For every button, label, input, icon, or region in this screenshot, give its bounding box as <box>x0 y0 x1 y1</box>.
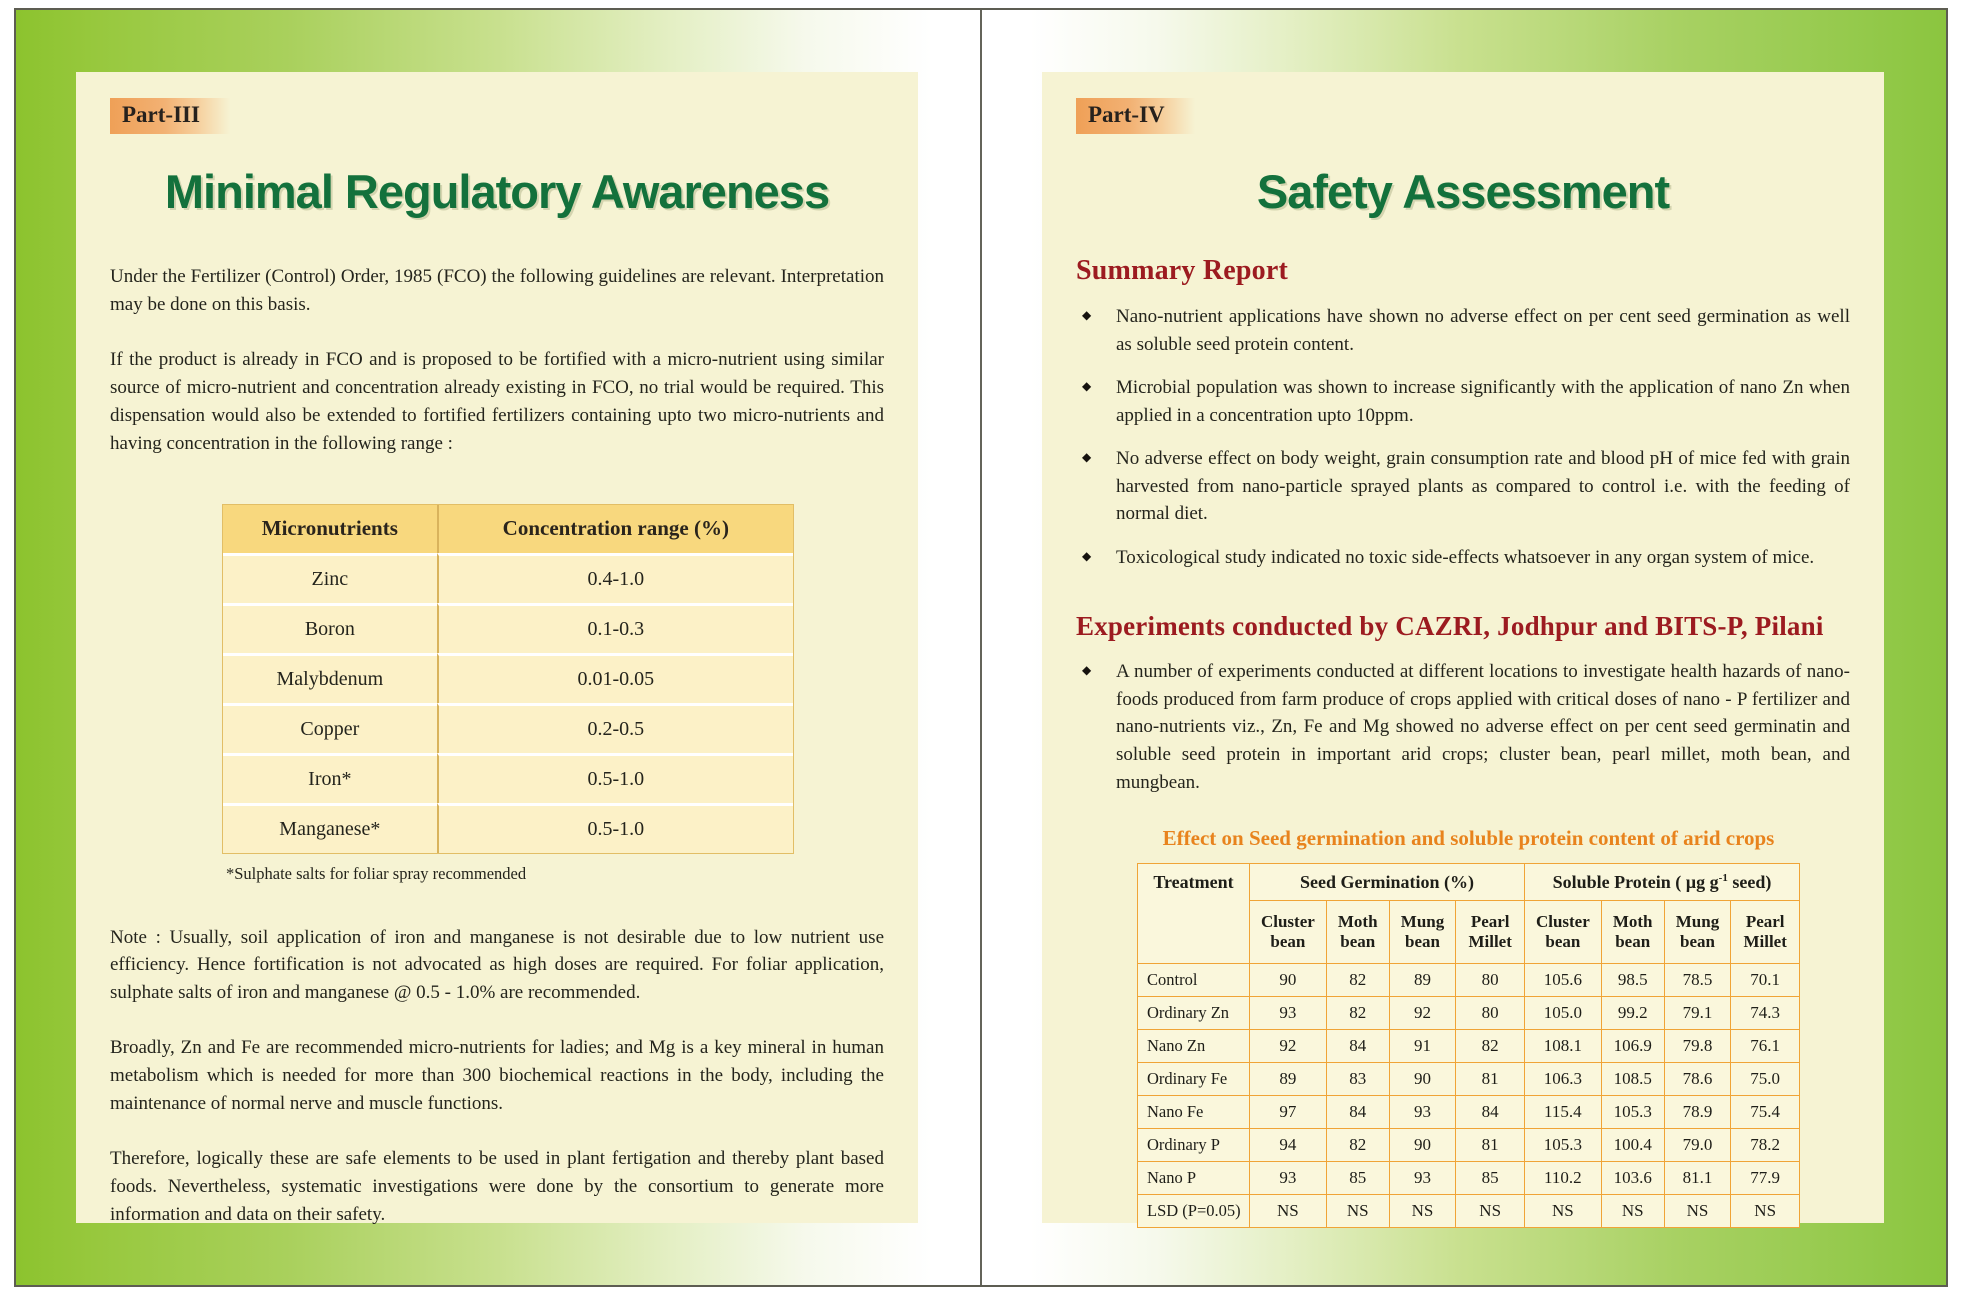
table-row <box>223 753 793 803</box>
row-label: Nano Zn <box>1138 1030 1250 1063</box>
table-cell: Malybdenum <box>223 653 437 703</box>
column-group-header: Seed Germination (%) <box>1250 864 1525 901</box>
table-cell: 115.4 <box>1524 1096 1601 1129</box>
row-label: LSD (P=0.05) <box>1138 1195 1250 1228</box>
booklet-spread <box>14 8 1948 1287</box>
paragraph-therefore: Therefore, logically these are safe elements to be used in plant fertigation and thereby plant based foods. Nevertheless, systematic investigations were done by the consortium to generate more information and data on their safety. <box>110 1148 884 1225</box>
table-cell: Boron <box>223 603 437 653</box>
column-header: Cluster bean <box>1250 901 1327 964</box>
list-item <box>1076 374 1850 429</box>
table-cell: 98.5 <box>1601 964 1664 997</box>
page-title-right: Safety Assessment <box>1256 165 1670 218</box>
table-row <box>1138 1063 1800 1096</box>
table-row <box>1138 1030 1800 1063</box>
table-cell: Copper <box>223 703 437 753</box>
table-cell: 93 <box>1250 1162 1327 1195</box>
table-cell: 89 <box>1250 1063 1327 1096</box>
table-cell: 74.3 <box>1731 997 1800 1030</box>
table-header-row <box>223 505 793 553</box>
table-cell: 99.2 <box>1601 997 1664 1030</box>
table-cell: 84 <box>1326 1096 1389 1129</box>
paragraph-fco-fortification: If the product is already in FCO and is proposed to be fortified with a micro-nutrient using similar source of micro-nutrient and concentration already existing in FCO, no trial would be required. This dispensation would also be extended to fortified fertilizers containing upto two micro-nutrients and having concentration in the following range : <box>110 348 884 454</box>
table-cell: 105.6 <box>1524 964 1601 997</box>
bullet-text: No adverse effect on body weight, grain consumption rate and blood pH of mice fed with grain harvested from nano-particle sprayed plants as compared to control i.e. with the feeding of normal diet. <box>1116 448 1850 525</box>
page-title-left: Minimal Regulatory Awareness <box>164 165 830 218</box>
column-header: Cluster bean <box>1524 901 1601 964</box>
table-cell: 103.6 <box>1601 1162 1664 1195</box>
table-cell: 82 <box>1326 964 1389 997</box>
list-item <box>1076 658 1850 796</box>
column-header: Concentration range (%) <box>437 505 793 553</box>
table-cell: 75.4 <box>1731 1096 1800 1129</box>
page-left <box>16 10 982 1285</box>
table-cell: 78.5 <box>1664 964 1731 997</box>
table-cell: 105.3 <box>1601 1096 1664 1129</box>
table-cell: 85 <box>1456 1162 1525 1195</box>
experiments-bullet-list <box>1076 658 1850 796</box>
table-cell: NS <box>1326 1195 1389 1228</box>
column-header: Mung bean <box>1664 901 1731 964</box>
table-row <box>1138 997 1800 1030</box>
table-cell: 82 <box>1456 1030 1525 1063</box>
row-label: Nano Fe <box>1138 1096 1250 1129</box>
table-cell: 78.6 <box>1664 1063 1731 1096</box>
table-row <box>223 553 793 603</box>
bullet-text: Microbial population was shown to increase significantly with the application of nano Zn when applied in a concentration upto 10ppm. <box>1116 377 1850 426</box>
table-cell: 78.2 <box>1731 1129 1800 1162</box>
bullet-text: A number of experiments conducted at different locations to investigate health hazards of nano-foods produced from farm produce of crops applied with critical doses of nano - P fertilizer and nano-nutrients viz., Zn, Fe and Mg showed no adverse effect on per cent seed germinatin and soluble seed protein in important arid crops; cluster bean, pearl millet, moth bean, and mungbean. <box>1116 661 1850 793</box>
table-cell: 0.4-1.0 <box>437 553 793 603</box>
paragraph-note: Note : Usually, soil application of iron and manganese is not desirable due to low nutrient use efficiency. Hence fortification is not advocated as high doses are required. For foliar application, sulphate salts of iron and manganese @ 0.5 - 1.0% are recommended. <box>110 926 884 1004</box>
table-cell: 83 <box>1326 1063 1389 1096</box>
table-cell: 79.1 <box>1664 997 1731 1030</box>
table-cell: 0.2-0.5 <box>437 703 793 753</box>
table-cell: Manganese* <box>223 803 437 853</box>
table-row <box>1138 1162 1800 1195</box>
table-cell: 92 <box>1250 1030 1327 1063</box>
column-group-header <box>1524 864 1799 901</box>
list-item <box>1076 544 1850 572</box>
seed-germination-table <box>1137 863 1800 1228</box>
experiments-heading: Experiments conducted by CAZRI, Jodhpur and BITS-P, Pilani <box>1076 611 1824 642</box>
table-cell: NS <box>1664 1195 1731 1228</box>
page-right <box>982 10 1946 1285</box>
summary-report-heading: Summary Report <box>1076 255 1288 286</box>
column-header: Pearl Millet <box>1456 901 1525 964</box>
bullet-diamond-icon: ◆ <box>1082 379 1092 394</box>
table-cell: NS <box>1524 1195 1601 1228</box>
table-cell: 91 <box>1389 1030 1456 1063</box>
bullet-text: Nano-nutrient applications have shown no adverse effect on per cent seed germination as well as soluble seed protein content. <box>1116 306 1850 355</box>
table-row <box>1138 1096 1800 1129</box>
list-item <box>1076 445 1850 528</box>
table-row <box>223 803 793 853</box>
table-cell: 97 <box>1250 1096 1327 1129</box>
table-cell: 108.1 <box>1524 1030 1601 1063</box>
table-cell: 84 <box>1456 1096 1525 1129</box>
column-header: Moth bean <box>1326 901 1389 964</box>
table-cell: NS <box>1731 1195 1800 1228</box>
row-label: Ordinary Fe <box>1138 1063 1250 1096</box>
table-cell: 108.5 <box>1601 1063 1664 1096</box>
table-cell: 93 <box>1389 1096 1456 1129</box>
table-row <box>223 703 793 753</box>
table-cell: NS <box>1601 1195 1664 1228</box>
table-cell: 105.0 <box>1524 997 1601 1030</box>
row-label: Nano P <box>1138 1162 1250 1195</box>
header-text: seed) <box>1727 871 1772 892</box>
table-cell: NS <box>1456 1195 1525 1228</box>
table-cell: Iron* <box>223 753 437 803</box>
column-header: Mung bean <box>1389 901 1456 964</box>
table-cell: 80 <box>1456 997 1525 1030</box>
row-label: Ordinary Zn <box>1138 997 1250 1030</box>
table-cell: NS <box>1250 1195 1327 1228</box>
column-header: Micronutrients <box>223 505 437 553</box>
bullet-diamond-icon: ◆ <box>1082 450 1092 465</box>
list-item <box>1076 303 1850 358</box>
paragraph-fco-intro: Under the Fertilizer (Control) Order, 1985 (FCO) the following guidelines are relevant. Interpretation may be done on this basis. <box>110 266 884 315</box>
table-row <box>223 603 793 653</box>
row-label: Control <box>1138 964 1250 997</box>
table-cell: 80 <box>1456 964 1525 997</box>
table-cell: 81 <box>1456 1129 1525 1162</box>
bullet-diamond-icon: ◆ <box>1082 308 1092 322</box>
row-label: Ordinary P <box>1138 1129 1250 1162</box>
table-cell: 105.3 <box>1524 1129 1601 1162</box>
results-table-section <box>1137 826 1800 1228</box>
table-cell: 79.0 <box>1664 1129 1731 1162</box>
page-left-content <box>76 72 918 1223</box>
table-cell: 79.8 <box>1664 1030 1731 1063</box>
table-cell: 81.1 <box>1664 1162 1731 1195</box>
header-text: Soluble Protein ( µg g <box>1552 871 1719 892</box>
table-cell: 110.2 <box>1524 1162 1601 1195</box>
column-header: Pearl Millet <box>1731 901 1800 964</box>
table-header-row <box>1138 864 1800 901</box>
table-cell: 81 <box>1456 1063 1525 1096</box>
results-table-title: Effect on Seed germination and soluble protein content of arid crops <box>1162 826 1775 851</box>
table-cell: 76.1 <box>1731 1030 1800 1063</box>
table-cell: 0.5-1.0 <box>437 753 793 803</box>
table-cell: 89 <box>1389 964 1456 997</box>
bullet-diamond-icon: ◆ <box>1082 548 1092 563</box>
table-cell: 90 <box>1389 1063 1456 1096</box>
page-right-content <box>1042 72 1884 1223</box>
table-cell: NS <box>1389 1195 1456 1228</box>
table-cell: 93 <box>1250 997 1327 1030</box>
column-header: Treatment <box>1138 864 1250 964</box>
header-superscript: -1 <box>1718 871 1728 884</box>
table-cell: 0.01-0.05 <box>437 653 793 703</box>
table-row <box>1138 1129 1800 1162</box>
column-header: Moth bean <box>1601 901 1664 964</box>
table-cell: 94 <box>1250 1129 1327 1162</box>
table-row <box>1138 1195 1800 1228</box>
paragraph-broadly: Broadly, Zn and Fe are recommended micro-nutrients for ladies; and Mg is a key mineral in human metabolism which is needed for more than 300 biochemical reactions in the body, including the maintenance of normal nerve and muscle functions. <box>110 1037 884 1115</box>
table-cell: 70.1 <box>1731 964 1800 997</box>
table-cell: 106.9 <box>1601 1030 1664 1063</box>
bullet-diamond-icon: ◆ <box>1082 663 1092 678</box>
bullet-text: Toxicological study indicated no toxic side-effects whatsoever in any organ system of mice. <box>1116 546 1815 568</box>
micronutrients-table <box>222 504 794 854</box>
table-cell: 78.9 <box>1664 1096 1731 1129</box>
table-cell: 92 <box>1389 997 1456 1030</box>
table-cell: 0.5-1.0 <box>437 803 793 853</box>
table-cell: 77.9 <box>1731 1162 1800 1195</box>
table-footnote: *Sulphate salts for foliar spray recommended <box>226 863 527 883</box>
table-row <box>223 653 793 703</box>
table-cell: Zinc <box>223 553 437 603</box>
table-cell: 75.0 <box>1731 1063 1800 1096</box>
table-cell: 84 <box>1326 1030 1389 1063</box>
table-cell: 85 <box>1326 1162 1389 1195</box>
table-cell: 90 <box>1389 1129 1456 1162</box>
table-cell: 82 <box>1326 997 1389 1030</box>
summary-bullet-list <box>1076 303 1850 571</box>
table-cell: 90 <box>1250 964 1327 997</box>
part-badge-right: Part-IV <box>1076 98 1195 134</box>
table-cell: 82 <box>1326 1129 1389 1162</box>
table-row <box>1138 964 1800 997</box>
table-cell: 93 <box>1389 1162 1456 1195</box>
table-cell: 106.3 <box>1524 1063 1601 1096</box>
table-cell: 100.4 <box>1601 1129 1664 1162</box>
part-badge-left: Part-III <box>110 98 230 134</box>
table-cell: 0.1-0.3 <box>437 603 793 653</box>
